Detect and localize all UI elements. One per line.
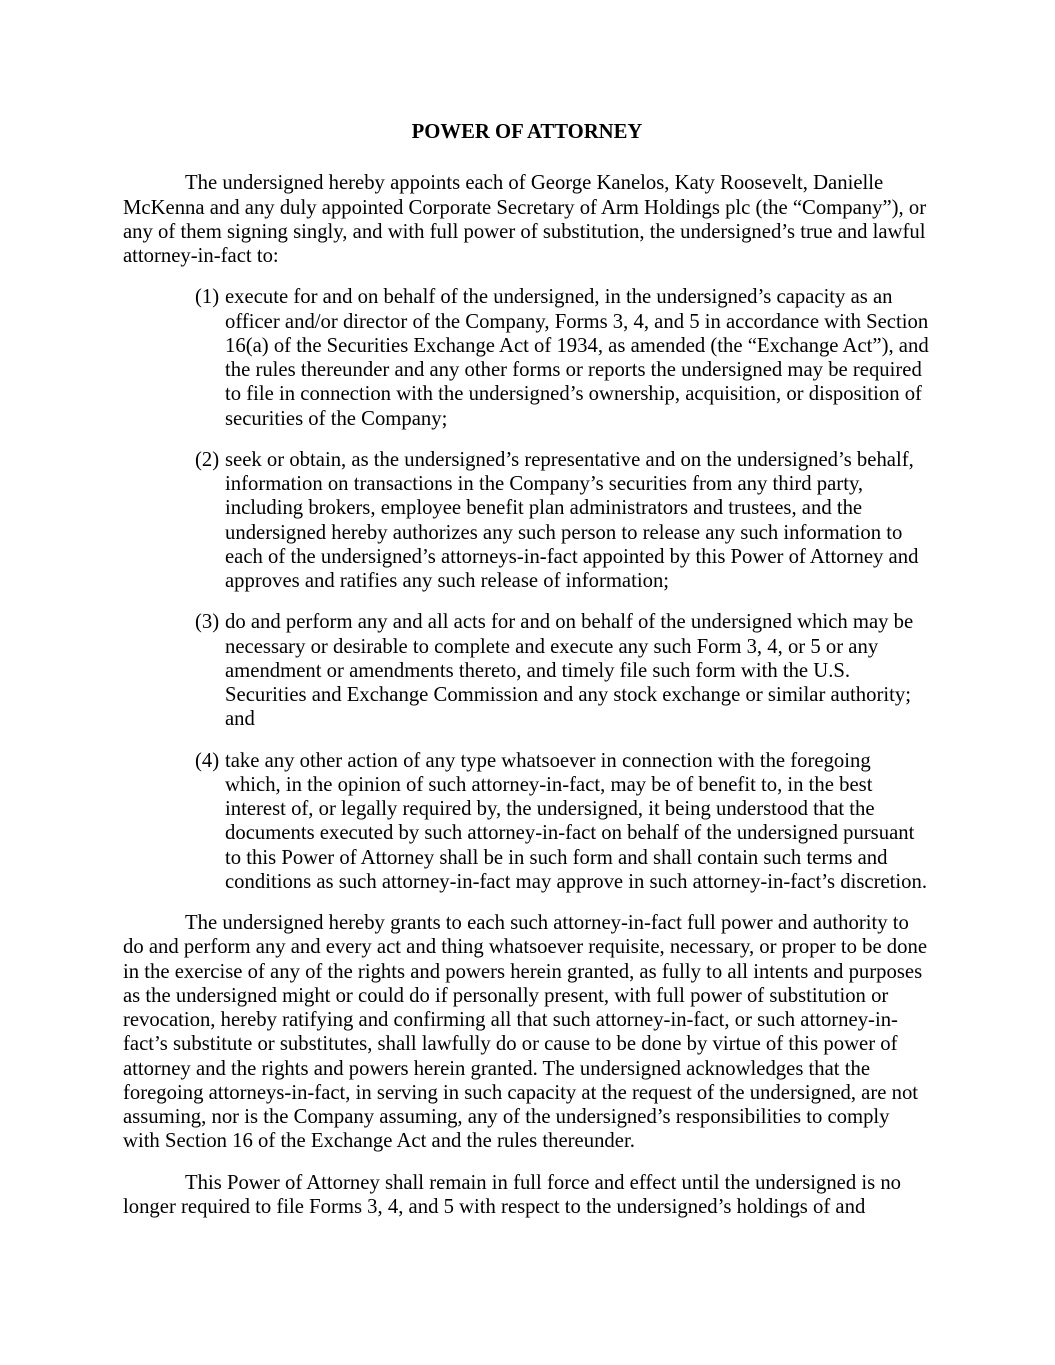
list-item-2-text: seek or obtain, as the undersigned’s representative and on the undersigned’s behalf, information on transactions in the Company’s securities from any third party, including brokers, employee benefit plan administrators and trustees, and the undersigned hereby authorizes any such person to release any such information to each of the undersigned’s attorneys-in-fact appointed by this Power of Attorney and approves and ratifies any such release of information; [225, 448, 919, 592]
list-item-3 [123, 610, 931, 731]
closing-paragraph: This Power of Attorney shall remain in full force and effect until the undersigned is no longer required to file Forms 3, 4, and 5 with respect to the undersigned’s holdings of and [123, 1171, 902, 1218]
list-item-1 [123, 285, 931, 431]
list-item-2 [123, 448, 931, 594]
list-item-3-number: (3) [195, 611, 220, 634]
list-item-3-text: do and perform any and all acts for and on behalf of the undersigned which may be necessary or desirable to complete and execute any such Form 3, 4, or 5 or any amendment or amendments thereto, and timely file such form with the U.S. Securities and Exchange Commission and any stock exchange or similar authority; and [225, 611, 914, 731]
list-item-1-number: (1) [195, 286, 220, 309]
grant-paragraph: The undersigned hereby grants to each such attorney-in-fact full power and authority to do and perform any and every act and thing whatsoever requisite, necessary, or proper to be done in the exercise of any of the rights and powers herein granted, as fully to all intents and purposes as the undersigned might or could do if personally present, with full power of substitution or revocation, hereby ratifying and confirming all that such attorney-in-fact, or such attorney-in-fact’s substitute or substitutes, shall lawfully do or cause to be done by virtue of this power of attorney and the rights and powers herein granted. The undersigned acknowledges that the foregoing attorneys-in-fact, in serving in such capacity at the request of the undersigned, are not assuming, nor is the Company assuming, any of the undersigned’s responsibilities to comply with Section 16 of the Exchange Act and the rules thereunder. [123, 912, 928, 1153]
list-item-2-number: (2) [195, 448, 220, 471]
list-item-1-text: execute for and on behalf of the undersigned, in the undersigned’s capacity as an officer and/or director of the Company, Forms 3, 4, and 5 in accordance with Section 16(a) of the Securities Exchange Act of 1934, as amended (the “Exchange Act”), and the rules thereunder and any other forms or reports the undersigned may be required to file in connection with the undersigned’s ownership, acquisition, or disposition of securities of the Company; [225, 286, 929, 430]
list-item-4-number: (4) [195, 749, 220, 772]
list-item-4 [123, 749, 931, 895]
intro-paragraph: The undersigned hereby appoints each of George Kanelos, Katy Roosevelt, Danielle McKenna and any duly appointed Corporate Secretary of Arm Holdings plc (the “Company”), or any of them signing singly, and with full power of substitution, the undersigned’s true and lawful attorney-in-fact to: [123, 172, 927, 267]
document-title: POWER OF ATTORNEY [411, 121, 643, 143]
list-item-4-text: take any other action of any type whatsoever in connection with the foregoing which, in the opinion of such attorney-in-fact, may be of benefit to, in the best interest of, or legally required by, the undersigned, it being understood that the documents executed by such attorney-in-fact on behalf of the undersigned pursuant to this Power of Attorney shall be in such form and shall contain such terms and conditions as such attorney-in-fact may approve in such attorney-in-fact’s discretion. [225, 749, 928, 893]
